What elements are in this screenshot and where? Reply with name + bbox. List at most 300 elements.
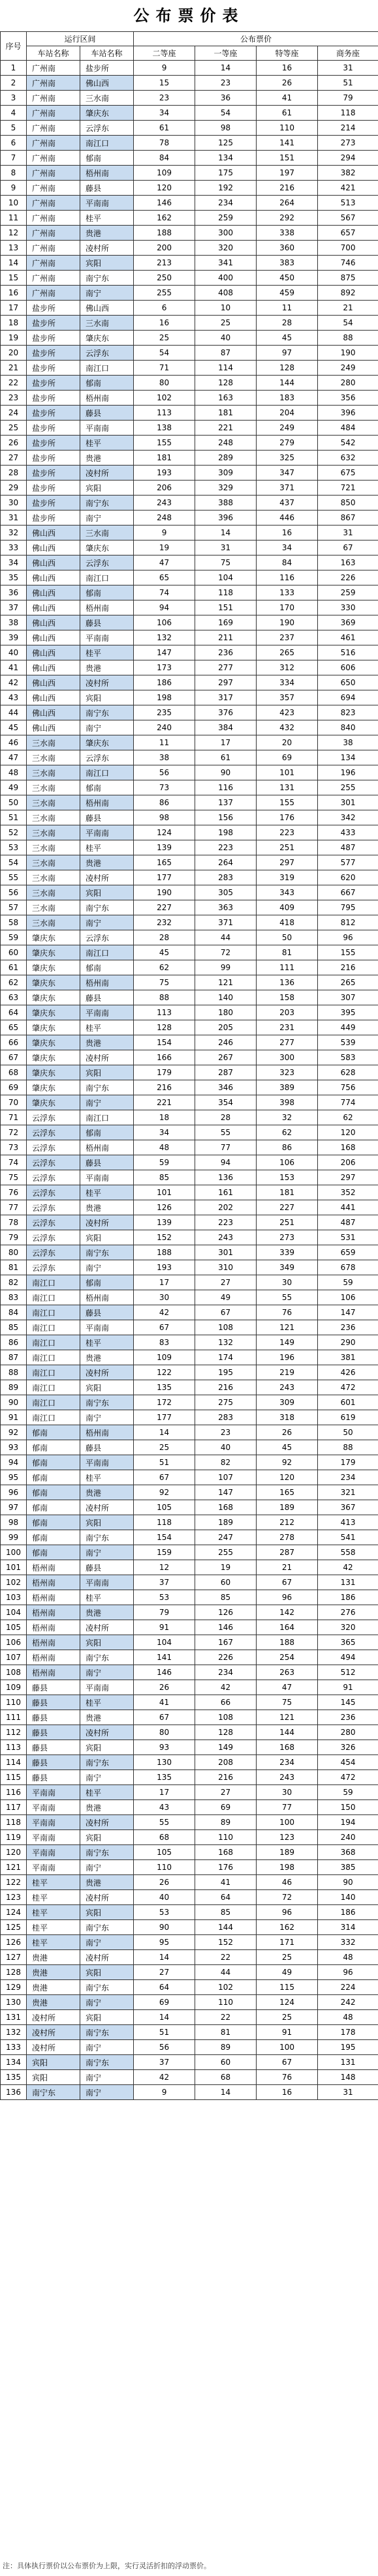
seq-cell: 87: [1, 1350, 27, 1365]
premium-class-price: 121: [257, 1320, 318, 1335]
end-station-cell: 梧州南: [80, 391, 134, 406]
premium-class-price: 100: [257, 2040, 318, 2055]
seq-cell: 134: [1, 2055, 27, 2070]
business-class-price: 396: [318, 406, 378, 421]
start-station-cell: 佛山西: [27, 660, 80, 675]
table-body: [1, 61, 378, 2100]
table-row: [1, 1395, 378, 1410]
business-class-price: 91: [318, 1680, 378, 1695]
first-class-price: 396: [195, 511, 257, 526]
table-row: [1, 1605, 378, 1620]
first-class-price: 104: [195, 570, 257, 585]
first-class-price: 17: [195, 735, 257, 750]
end-station-cell: 宾阳: [80, 690, 134, 705]
second-class-price: 59: [134, 1155, 195, 1170]
table-row: [1, 361, 378, 376]
end-station-cell: 梧州南: [80, 166, 134, 181]
premium-class-price: 251: [257, 840, 318, 855]
premium-class-price: 309: [257, 1395, 318, 1410]
seq-cell: 125: [1, 1920, 27, 1935]
premium-class-price: 360: [257, 241, 318, 256]
table-row: [1, 1680, 378, 1695]
seq-cell: 132: [1, 2025, 27, 2040]
second-class-price: 17: [134, 1785, 195, 1800]
seq-cell: 18: [1, 316, 27, 331]
second-class-price: 34: [134, 1125, 195, 1140]
table-row: [1, 511, 378, 526]
premium-class-price: 153: [257, 1170, 318, 1185]
second-class-price: 55: [134, 1815, 195, 1830]
table-row: [1, 1320, 378, 1335]
first-class-price: 151: [195, 600, 257, 615]
second-class-price: 28: [134, 930, 195, 945]
end-station-cell: 南宁: [80, 1410, 134, 1425]
seq-cell: 5: [1, 121, 27, 136]
business-class-price: 206: [318, 1155, 378, 1170]
business-class-price: 134: [318, 750, 378, 765]
business-class-price: 487: [318, 840, 378, 855]
premium-class-price: 212: [257, 1515, 318, 1530]
premium-class-price: 234: [257, 1755, 318, 1770]
business-class-price: 31: [318, 526, 378, 540]
first-class-price: 236: [195, 645, 257, 660]
start-station-cell: 南江口: [27, 1335, 80, 1350]
first-class-price: 27: [195, 1785, 257, 1800]
first-class-price: 223: [195, 840, 257, 855]
first-class-price: 67: [195, 1305, 257, 1320]
business-class-price: 454: [318, 1755, 378, 1770]
first-class-price: 23: [195, 1425, 257, 1440]
first-class-price: 85: [195, 1905, 257, 1920]
table-row: [1, 1290, 378, 1305]
table-row: [1, 1275, 378, 1290]
table-row: [1, 1695, 378, 1710]
end-station-cell: 郁南: [80, 151, 134, 166]
start-station-cell: 广州南: [27, 196, 80, 211]
second-class-price: 232: [134, 915, 195, 930]
second-class-price: 80: [134, 1725, 195, 1740]
premium-class-price: 133: [257, 585, 318, 600]
start-station-cell: 梧州南: [27, 1605, 80, 1620]
seq-cell: 40: [1, 645, 27, 660]
start-station-cell: 盐步所: [27, 481, 80, 496]
second-class-price: 67: [134, 1710, 195, 1725]
first-class-price: 28: [195, 1110, 257, 1125]
table-row: [1, 555, 378, 570]
first-class-price: 108: [195, 1320, 257, 1335]
end-station-cell: 藤县: [80, 406, 134, 421]
premium-class-price: 106: [257, 1155, 318, 1170]
seq-cell: 118: [1, 1815, 27, 1830]
first-class-price: 354: [195, 1095, 257, 1110]
end-station-cell: 南宁东: [80, 1920, 134, 1935]
end-station-cell: 南宁东: [80, 1245, 134, 1260]
seq-cell: 105: [1, 1620, 27, 1635]
end-station-cell: 宾阳: [80, 256, 134, 271]
premium-class-price: 278: [257, 1530, 318, 1545]
first-class-price: 132: [195, 1335, 257, 1350]
business-class-price: 178: [318, 2025, 378, 2040]
business-class-price: 307: [318, 990, 378, 1005]
seq-cell: 4: [1, 106, 27, 121]
first-class-price: 14: [195, 526, 257, 540]
first-class-price: 89: [195, 2040, 257, 2055]
table-row: [1, 1335, 378, 1350]
table-row: [1, 735, 378, 750]
table-row: [1, 1815, 378, 1830]
first-class-price: 320: [195, 241, 257, 256]
premium-class-price: 136: [257, 975, 318, 990]
second-class-price: 37: [134, 2055, 195, 2070]
premium-class-price: 190: [257, 615, 318, 630]
second-class-price: 84: [134, 151, 195, 166]
premium-class-price: 318: [257, 1410, 318, 1425]
table-row: [1, 885, 378, 900]
end-station-cell: 肇庆东: [80, 106, 134, 121]
first-class-price: 167: [195, 1635, 257, 1650]
second-class-price: 141: [134, 1650, 195, 1665]
start-station-cell: 桂平: [27, 1875, 80, 1890]
end-station-cell: 南江口: [80, 361, 134, 376]
seq-cell: 130: [1, 1995, 27, 2010]
end-station-cell: 宾阳: [80, 1740, 134, 1755]
business-class-price: 449: [318, 1020, 378, 1035]
premium-class-price: 142: [257, 1605, 318, 1620]
seq-cell: 29: [1, 481, 27, 496]
seq-cell: 35: [1, 570, 27, 585]
end-station-cell: 肇庆东: [80, 735, 134, 750]
premium-class-price: 141: [257, 136, 318, 151]
seq-cell: 11: [1, 211, 27, 226]
end-station-cell: 南宁: [80, 1545, 134, 1560]
premium-class-price: 223: [257, 825, 318, 840]
second-class-price: 16: [134, 316, 195, 331]
start-station-cell: 凌村所: [27, 2025, 80, 2040]
start-station-cell: 桂平: [27, 1920, 80, 1935]
business-class-price: 59: [318, 1275, 378, 1290]
premium-class-price: 47: [257, 1680, 318, 1695]
first-class-price: 54: [195, 106, 257, 121]
end-station-cell: 藤县: [80, 1155, 134, 1170]
table-row: [1, 750, 378, 765]
seq-cell: 56: [1, 885, 27, 900]
seq-cell: 77: [1, 1200, 27, 1215]
premium-class-price: 67: [257, 2055, 318, 2070]
first-class-price: 309: [195, 466, 257, 481]
seq-cell: 120: [1, 1845, 27, 1860]
business-class-price: 186: [318, 1590, 378, 1605]
end-station-cell: 桂平: [80, 211, 134, 226]
header-start-station: 车站名称: [27, 46, 80, 61]
premium-class-price: 72: [257, 1890, 318, 1905]
end-station-cell: 南宁东: [80, 2025, 134, 2040]
start-station-cell: 佛山西: [27, 645, 80, 660]
seq-cell: 69: [1, 1080, 27, 1095]
second-class-price: 18: [134, 1110, 195, 1125]
end-station-cell: 贵港: [80, 1605, 134, 1620]
end-station-cell: 南宁东: [80, 900, 134, 915]
premium-class-price: 77: [257, 1800, 318, 1815]
premium-class-price: 349: [257, 1260, 318, 1275]
business-class-price: 516: [318, 645, 378, 660]
end-station-cell: 藤县: [80, 181, 134, 196]
first-class-price: 110: [195, 1995, 257, 2010]
end-station-cell: 桂平: [80, 1695, 134, 1710]
start-station-cell: 盐步所: [27, 331, 80, 346]
table-row: [1, 660, 378, 675]
seq-cell: 112: [1, 1725, 27, 1740]
business-class-price: 179: [318, 1455, 378, 1470]
premium-class-price: 69: [257, 750, 318, 765]
seq-cell: 119: [1, 1830, 27, 1845]
first-class-price: 297: [195, 675, 257, 690]
start-station-cell: 贵港: [27, 1965, 80, 1980]
header-seq: 序号: [1, 32, 27, 61]
first-class-price: 41: [195, 1875, 257, 1890]
first-class-price: 283: [195, 870, 257, 885]
seq-cell: 48: [1, 765, 27, 780]
business-class-price: 290: [318, 1335, 378, 1350]
end-station-cell: 郁南: [80, 960, 134, 975]
second-class-price: 42: [134, 1305, 195, 1320]
table-row: [1, 870, 378, 885]
start-station-cell: 佛山西: [27, 720, 80, 735]
table-row: [1, 211, 378, 226]
table-row: [1, 166, 378, 181]
business-class-price: 332: [318, 1935, 378, 1950]
table-row: [1, 1035, 378, 1050]
first-class-price: 400: [195, 271, 257, 286]
business-class-price: 577: [318, 855, 378, 870]
premium-class-price: 151: [257, 151, 318, 166]
start-station-cell: 云浮东: [27, 1230, 80, 1245]
second-class-price: 67: [134, 1320, 195, 1335]
business-class-price: 38: [318, 735, 378, 750]
second-class-price: 221: [134, 1095, 195, 1110]
table-row: [1, 1470, 378, 1485]
second-class-price: 83: [134, 1335, 195, 1350]
second-class-price: 186: [134, 675, 195, 690]
table-row: [1, 825, 378, 840]
table-row: [1, 2040, 378, 2055]
table-row: [1, 1440, 378, 1455]
end-station-cell: 贵港: [80, 1035, 134, 1050]
business-class-price: 823: [318, 705, 378, 720]
seq-cell: 96: [1, 1485, 27, 1500]
end-station-cell: 藤县: [80, 990, 134, 1005]
second-class-price: 93: [134, 1740, 195, 1755]
business-class-price: 367: [318, 1500, 378, 1515]
seq-cell: 33: [1, 540, 27, 555]
second-class-price: 26: [134, 1680, 195, 1695]
end-station-cell: 桂平: [80, 840, 134, 855]
start-station-cell: 三水南: [27, 795, 80, 810]
start-station-cell: 云浮东: [27, 1200, 80, 1215]
premium-class-price: 459: [257, 286, 318, 301]
second-class-price: 51: [134, 1455, 195, 1470]
second-class-price: 94: [134, 600, 195, 615]
second-class-price: 200: [134, 241, 195, 256]
start-station-cell: 肇庆东: [27, 930, 80, 945]
second-class-price: 188: [134, 1245, 195, 1260]
table-row: [1, 1770, 378, 1785]
premium-class-price: 101: [257, 765, 318, 780]
start-station-cell: 南江口: [27, 1380, 80, 1395]
start-station-cell: 广州南: [27, 211, 80, 226]
end-station-cell: 云浮东: [80, 750, 134, 765]
premium-class-price: 16: [257, 61, 318, 76]
seq-cell: 45: [1, 720, 27, 735]
seq-cell: 106: [1, 1635, 27, 1650]
end-station-cell: 宾阳: [80, 1905, 134, 1920]
seq-cell: 133: [1, 2040, 27, 2055]
premium-class-price: 339: [257, 1245, 318, 1260]
seq-cell: 21: [1, 361, 27, 376]
first-class-price: 363: [195, 900, 257, 915]
end-station-cell: 梧州南: [80, 975, 134, 990]
second-class-price: 190: [134, 885, 195, 900]
first-class-price: 87: [195, 346, 257, 361]
business-class-price: 224: [318, 1980, 378, 1995]
start-station-cell: 佛山西: [27, 615, 80, 630]
table-row: [1, 990, 378, 1005]
business-class-price: 131: [318, 1575, 378, 1590]
business-class-price: 867: [318, 511, 378, 526]
second-class-price: 135: [134, 1770, 195, 1785]
business-class-price: 194: [318, 1815, 378, 1830]
first-class-price: 189: [195, 1515, 257, 1530]
table-row: [1, 645, 378, 660]
table-row: [1, 1185, 378, 1200]
first-class-price: 68: [195, 2070, 257, 2085]
table-row: [1, 585, 378, 600]
business-class-price: 875: [318, 271, 378, 286]
second-class-price: 173: [134, 660, 195, 675]
start-station-cell: 广州南: [27, 226, 80, 241]
business-class-price: 190: [318, 346, 378, 361]
business-class-price: 441: [318, 1200, 378, 1215]
seq-cell: 82: [1, 1275, 27, 1290]
seq-cell: 26: [1, 436, 27, 451]
premium-class-price: 75: [257, 1695, 318, 1710]
first-class-price: 156: [195, 810, 257, 825]
start-station-cell: 郁南: [27, 1515, 80, 1530]
seq-cell: 95: [1, 1470, 27, 1485]
table-row: [1, 376, 378, 391]
first-class-price: 289: [195, 451, 257, 466]
seq-cell: 128: [1, 1965, 27, 1980]
business-class-price: 255: [318, 780, 378, 795]
business-class-price: 667: [318, 885, 378, 900]
table-row: [1, 945, 378, 960]
start-station-cell: 广州南: [27, 166, 80, 181]
table-row: [1, 1635, 378, 1650]
start-station-cell: 云浮东: [27, 1140, 80, 1155]
business-class-price: 214: [318, 121, 378, 136]
start-station-cell: 肇庆东: [27, 1050, 80, 1065]
end-station-cell: 南宁: [80, 2085, 134, 2100]
second-class-price: 139: [134, 1215, 195, 1230]
seq-cell: 22: [1, 376, 27, 391]
start-station-cell: 三水南: [27, 750, 80, 765]
seq-cell: 27: [1, 451, 27, 466]
start-station-cell: 桂平: [27, 1935, 80, 1950]
end-station-cell: 凌村所: [80, 1815, 134, 1830]
business-class-price: 265: [318, 975, 378, 990]
premium-class-price: 149: [257, 1335, 318, 1350]
second-class-price: 9: [134, 2085, 195, 2100]
seq-cell: 65: [1, 1020, 27, 1035]
end-station-cell: 南宁: [80, 511, 134, 526]
first-class-price: 221: [195, 421, 257, 436]
second-class-price: 25: [134, 331, 195, 346]
business-class-price: 675: [318, 466, 378, 481]
seq-cell: 131: [1, 2010, 27, 2025]
end-station-cell: 郁南: [80, 585, 134, 600]
first-class-price: 77: [195, 1140, 257, 1155]
end-station-cell: 凌村所: [80, 1050, 134, 1065]
seq-cell: 37: [1, 600, 27, 615]
second-class-price: 166: [134, 1050, 195, 1065]
premium-class-price: 203: [257, 1005, 318, 1020]
seq-cell: 43: [1, 690, 27, 705]
business-class-price: 150: [318, 1800, 378, 1815]
business-class-price: 301: [318, 795, 378, 810]
end-station-cell: 三水南: [80, 316, 134, 331]
business-class-price: 628: [318, 1065, 378, 1080]
first-class-price: 98: [195, 121, 257, 136]
start-station-cell: 盐步所: [27, 436, 80, 451]
start-station-cell: 盐步所: [27, 361, 80, 376]
second-class-price: 25: [134, 1440, 195, 1455]
first-class-price: 85: [195, 1590, 257, 1605]
second-class-price: 42: [134, 2070, 195, 2085]
first-class-price: 243: [195, 1230, 257, 1245]
seq-cell: 85: [1, 1320, 27, 1335]
second-class-price: 37: [134, 1575, 195, 1590]
seq-cell: 14: [1, 256, 27, 271]
seq-cell: 55: [1, 870, 27, 885]
business-class-price: 163: [318, 555, 378, 570]
start-station-cell: 佛山西: [27, 705, 80, 720]
start-station-cell: 梧州南: [27, 1575, 80, 1590]
start-station-cell: 藤县: [27, 1710, 80, 1725]
second-class-price: 90: [134, 1920, 195, 1935]
premium-class-price: 273: [257, 1230, 318, 1245]
premium-class-price: 91: [257, 2025, 318, 2040]
start-station-cell: 肇庆东: [27, 1035, 80, 1050]
first-class-price: 134: [195, 151, 257, 166]
end-station-cell: 南宁东: [80, 705, 134, 720]
seq-cell: 2: [1, 76, 27, 91]
seq-cell: 116: [1, 1785, 27, 1800]
premium-class-price: 198: [257, 1860, 318, 1875]
table-row: [1, 1200, 378, 1215]
second-class-price: 138: [134, 421, 195, 436]
business-class-price: 678: [318, 1260, 378, 1275]
premium-class-price: 30: [257, 1785, 318, 1800]
seq-cell: 73: [1, 1140, 27, 1155]
second-class-price: 45: [134, 945, 195, 960]
seq-cell: 136: [1, 2085, 27, 2100]
first-class-price: 234: [195, 196, 257, 211]
start-station-cell: 云浮东: [27, 1260, 80, 1275]
first-class-price: 94: [195, 1155, 257, 1170]
start-station-cell: 盐步所: [27, 451, 80, 466]
end-station-cell: 桂平: [80, 1785, 134, 1800]
start-station-cell: 平南南: [27, 1800, 80, 1815]
end-station-cell: 郁南: [80, 780, 134, 795]
